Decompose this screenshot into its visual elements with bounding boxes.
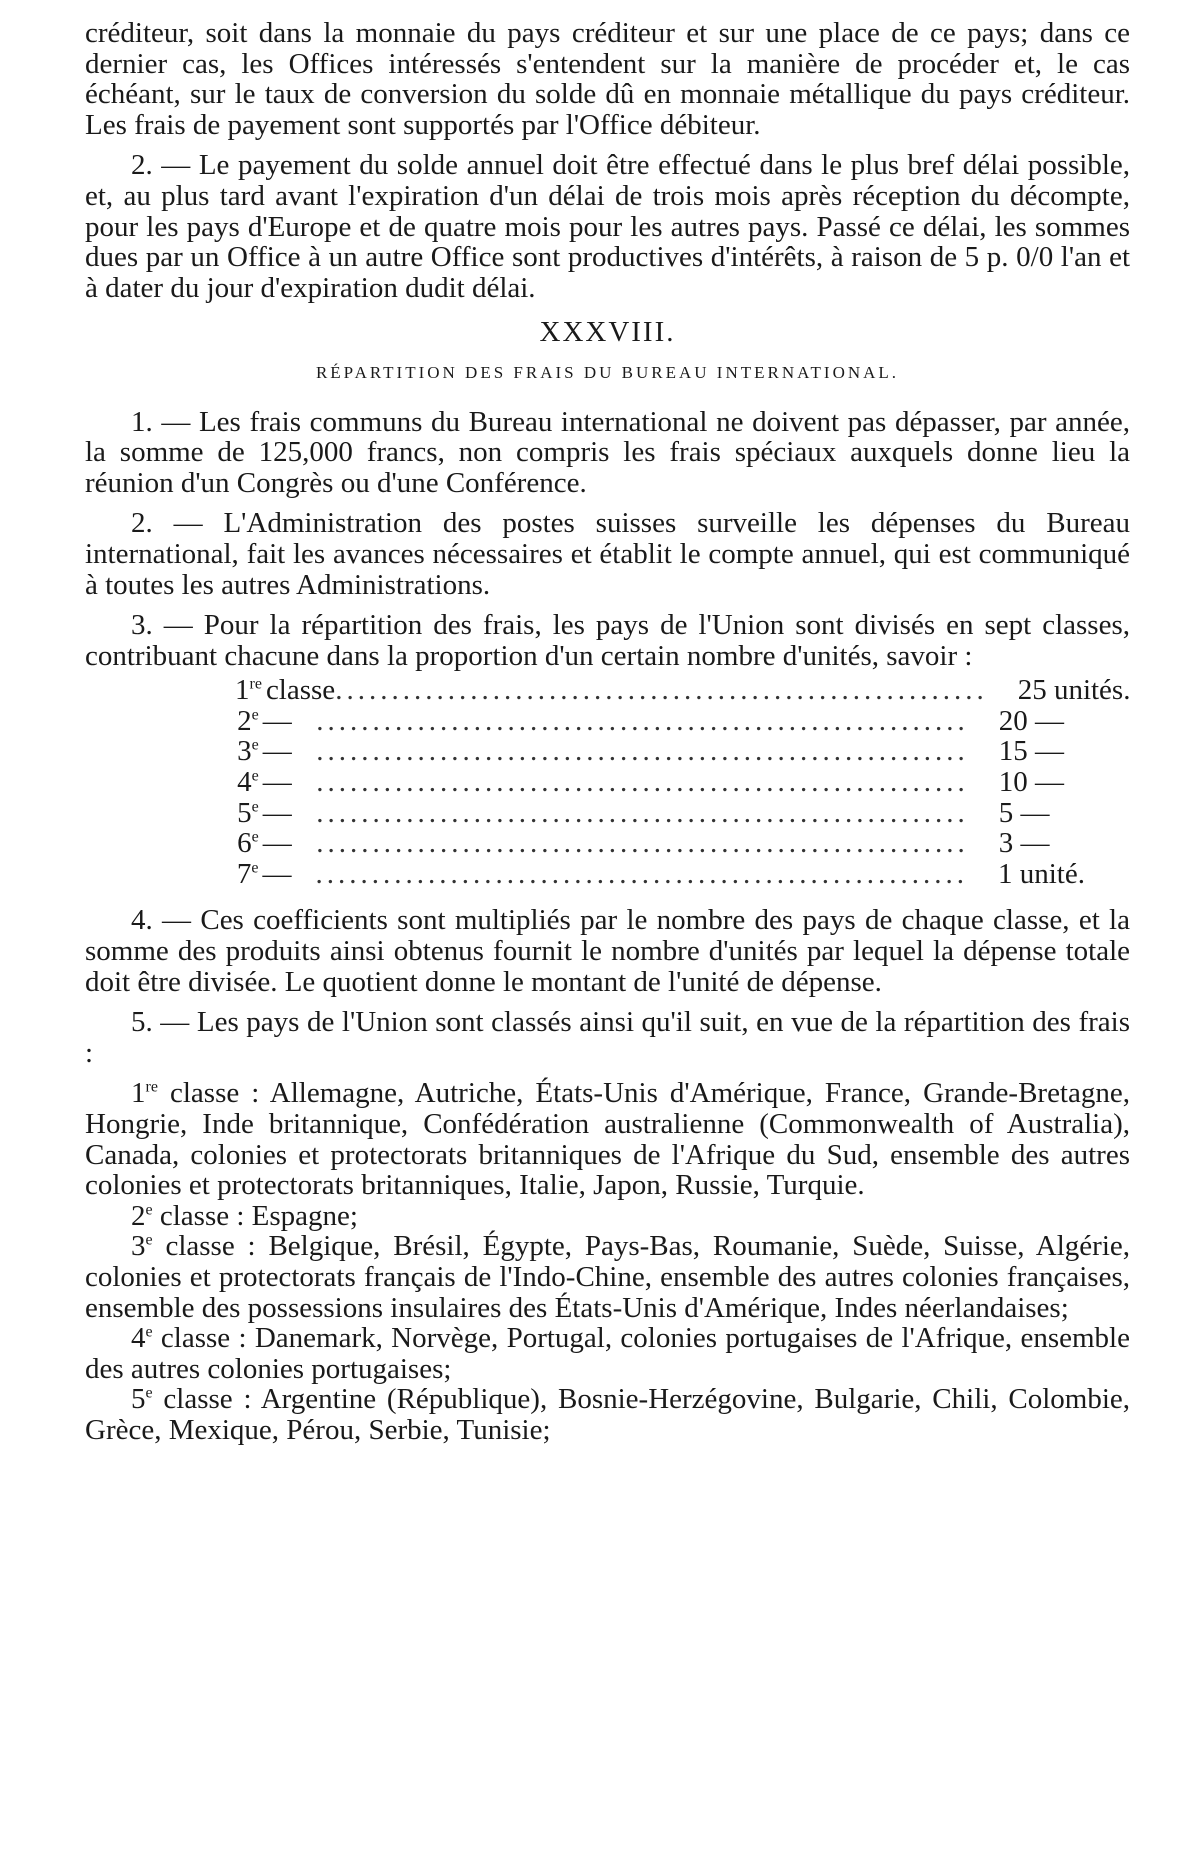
class-units: 3 — <box>998 827 1050 860</box>
class-ordinal-suffix: e <box>251 706 259 724</box>
class-ordinal-suffix: e <box>251 859 259 877</box>
class-ordinal-suffix: re <box>249 675 262 693</box>
class-label: — <box>262 857 292 890</box>
leader-dots: .......................................................... <box>316 827 969 860</box>
classification-number: 4 <box>131 1322 146 1355</box>
leader-dots: .......................................................... <box>316 796 969 829</box>
class-row <box>235 859 1085 890</box>
class-label: classe <box>265 674 336 707</box>
class-label: — <box>262 766 292 799</box>
paragraph-administration: 2. — L'Administration des postes suisses surveille les dépenses du Bureau international, fait les avances nécessaires et établit le compte annuel, qui est communiqué à toutes les autres Administrations. <box>85 507 1130 601</box>
classification-entry <box>85 1323 1130 1384</box>
class-label: — <box>262 827 292 860</box>
document-page <box>85 18 1130 1446</box>
paragraph-crediteur: créditeur, soit dans la monnaie du pays créditeur et sur une place de ce pays; dans ce dernier cas, les Offices intéressés s'entendent sur la manière de procéder et, le cas échéant, sur le taux de conversion du solde dû en monnaie métallique du pays créditeur. Les frais de payement sont supportés par l'Office débiteur. <box>85 17 1130 141</box>
class-units: 20 — <box>998 704 1065 737</box>
class-row <box>235 706 1085 737</box>
paragraph-payement-solde: 2. — Le payement du solde annuel doit être effectué dans le plus bref délai possible, et, au plus tard avant l'expiration d'un délai de trois mois après réception du décompte, pour les pays d'Europe et de quatre mois pour les autres pays. Passé ce délai, les sommes dues par un Office à un autre Office sont productives d'intérêts, à raison de 5 p. 0/0 l'an et à dater du jour d'expiration dudit délai. <box>85 149 1130 304</box>
class-units: 15 — <box>998 735 1065 768</box>
classification-number: 1 <box>131 1077 146 1110</box>
classification-number: 3 <box>131 1230 146 1263</box>
class-units: 1 unité. <box>998 857 1085 890</box>
class-ordinal-suffix: e <box>251 736 259 754</box>
class-label: — <box>262 704 292 737</box>
class-ordinal-suffix: e <box>251 767 259 785</box>
section-title: RÉPARTITION DES FRAIS DU BUREAU INTERNATIONAL. <box>315 362 900 382</box>
class-number: 4 <box>237 766 252 799</box>
paragraph-classement: 5. — Les pays de l'Union sont classés ainsi qu'il suit, en vue de la répartition des frais : <box>85 1006 1130 1069</box>
classification-ordinal-suffix: re <box>145 1078 158 1096</box>
class-number: 1 <box>235 674 250 707</box>
class-row <box>235 674 1131 707</box>
classification-ordinal-suffix: e <box>145 1323 153 1341</box>
classification-ordinal-suffix: e <box>145 1201 153 1219</box>
class-units: 25 unités. <box>1017 674 1131 707</box>
classification-number: 2 <box>131 1199 146 1232</box>
leader-dots: .......................................................... <box>316 766 969 799</box>
class-units: 5 — <box>998 796 1050 829</box>
class-number: 2 <box>237 704 252 737</box>
paragraph-repartition: 3. — Pour la répartition des frais, les pays de l'Union sont divisés en sept classes, contribuant chacune dans la proportion d'un certain nombre d'unités, savoir : <box>85 609 1130 672</box>
classification-text: classe : Belgique, Brésil, Égypte, Pays-Bas, Roumanie, Suède, Suisse, Algérie, colonies et protectorats français de l'Indo-Chine, ensemble des autres colonies françaises, ensemble des possessions insulaires des États-Unis d'Amérique, Indes néerlandaises; <box>85 1230 1130 1324</box>
classification-number: 5 <box>131 1383 146 1416</box>
classification-text: classe : Allemagne, Autriche, États-Unis d'Amérique, France, Grande-Bretagne, Hongrie, Inde britannique, Confédération australienne (Commonwealth of Australia), Canada, colonies et protectorats britanniques de l'Afrique du Sud, ensemble des autres colonies et protectorats britanniques, Italie, Japon, Russie, Turquie. <box>85 1077 1130 1202</box>
class-number: 6 <box>237 827 252 860</box>
section-number: XXXVIII. <box>539 316 676 349</box>
classification-entry <box>85 1201 1130 1232</box>
class-row <box>235 736 1085 767</box>
class-ordinal-suffix: e <box>251 828 259 846</box>
paragraph-frais-communs: 1. — Les frais communs du Bureau international ne doivent pas dépasser, par année, la somme de 125,000 francs, non compris les frais spéciaux auxquels donne lieu la réunion d'un Congrès ou d'une Conférence. <box>85 405 1130 499</box>
classification-text: classe : Danemark, Norvège, Portugal, colonies portugaises de l'Afrique, ensemble des autres colonies portugaises; <box>85 1322 1130 1385</box>
class-label: — <box>262 735 292 768</box>
class-row <box>235 798 1085 829</box>
classification-entry <box>85 1231 1130 1323</box>
classification-text: classe : Argentine (République), Bosnie-Herzégovine, Bulgarie, Chili, Colombie, Grèce, Mexique, Pérou, Serbie, Tunisie; <box>85 1383 1130 1446</box>
leader-dots: .......................................................... <box>315 857 968 890</box>
classification-entry <box>85 1384 1130 1445</box>
class-ordinal-suffix: e <box>251 798 259 815</box>
classification-entry <box>85 1078 1130 1200</box>
leader-dots: .......................................................... <box>316 704 969 737</box>
class-number: 5 <box>237 796 252 829</box>
classification-ordinal-suffix: e <box>145 1231 153 1249</box>
paragraph-coefficients: 4. — Ces coefficients sont multipliés par le nombre des pays de chaque classe, et la somme des produits ainsi obtenus fournit le nombre d'unités par lequel la dépense totale doit être divisée. Le quotient donne le montant de l'unité de dépense. <box>85 904 1130 998</box>
class-row <box>235 828 1085 859</box>
class-units-table <box>235 674 1131 890</box>
class-number: 7 <box>236 857 252 890</box>
class-row <box>235 767 1085 798</box>
classification-ordinal-suffix: e <box>145 1384 153 1402</box>
class-units: 10 — <box>998 766 1065 799</box>
leader-dots: .......................................................... <box>316 735 969 768</box>
class-number: 3 <box>237 735 252 768</box>
classification-text: classe : Espagne; <box>152 1199 358 1232</box>
class-label: — <box>262 796 292 829</box>
leader-dots: .......................................................... <box>335 674 988 707</box>
